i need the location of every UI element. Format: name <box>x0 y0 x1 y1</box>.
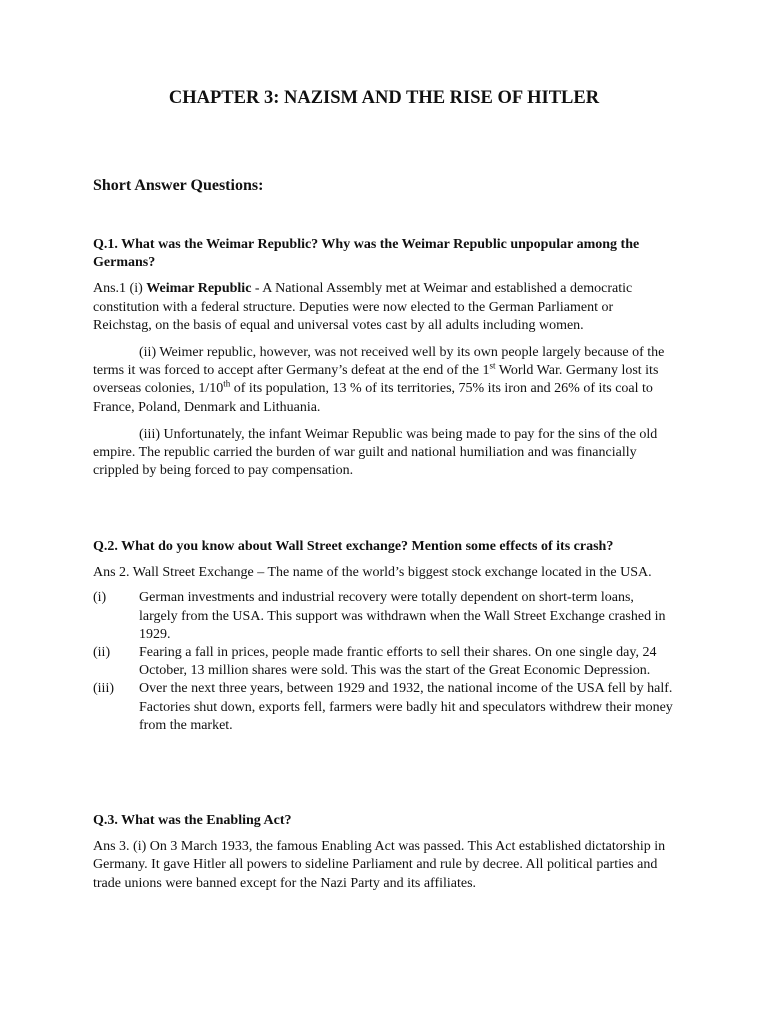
list-item-number: (ii) <box>93 645 111 661</box>
answer-1-para-2 <box>93 344 675 417</box>
superscript-st: st <box>489 360 496 371</box>
question-1-block <box>93 236 675 480</box>
section-heading: Short Answer Questions: <box>93 177 264 194</box>
list-item <box>93 644 675 680</box>
answer-2-list <box>93 589 675 735</box>
answer-1-para-2-text-a: (ii) Weimer republic, however, was not received well by its own people largely because of the terms it was forced to accept after Germany’s defeat at the end of the 1 <box>93 345 665 379</box>
question-3: Q.3. What was the Enabling Act? <box>93 813 292 828</box>
question-2-block <box>93 538 675 735</box>
answer-2: Ans 2. Wall Street Exchange – The name of the world’s biggest stock exchange located in the USA. <box>93 565 652 581</box>
answer-1-para-3: (iii) Unfortunately, the infant Weimar Republic was being made to pay for the sins of the old empire. The republic carried the burden of war guilt and national humiliation and was financially crippled by being forced to pay compensation. <box>93 426 658 479</box>
question-3-block <box>93 812 675 893</box>
answer-1-prefix: Ans.1 (i) <box>93 281 147 297</box>
question-1: Q.1. What was the Weimar Republic? Why was the Weimar Republic unpopular among the Germans? <box>93 237 640 271</box>
answer-1-para-1 <box>93 280 675 335</box>
answer-1-para-2-text-c: of its population, 13 % of its territories, 75% its iron and 26% of its coal to France, Poland, Denmark and Lithuania. <box>93 381 653 415</box>
list-item-text: Fearing a fall in prices, people made frantic efforts to sell their shares. On one single day, 24 October, 13 million shares were sold. This was the start of the Great Economic Depression. <box>139 645 657 679</box>
answer-1-text: - A National Assembly met at Weimar and established a democratic constitution with a federal structure. Deputies were now elected to the German Parliament or Reichstag, on the basis of equal and universal votes cast by all adults including women. <box>93 281 633 333</box>
list-item-text: German investments and industrial recovery were totally dependent on short-term loans, largely from the USA. This support was withdrawn when the Wall Street Exchange crashed in 1929. <box>139 590 666 642</box>
answer-1-para-2-text-b: World War. Germany lost its overseas colonies, 1/10 <box>93 363 659 397</box>
list-item-text: Over the next three years, between 1929 and 1932, the national income of the USA fell by half. Factories shut down, exports fell, farmers were badly hit and speculators withdrew their money from the market. <box>139 681 673 733</box>
list-item <box>93 589 675 644</box>
chapter-title: CHAPTER 3: NAZISM AND THE RISE OF HITLER <box>168 88 600 108</box>
superscript-th: th <box>223 378 231 389</box>
list-item <box>93 680 675 735</box>
list-item-number: (i) <box>93 590 107 606</box>
answer-3: Ans 3. (i) On 3 March 1933, the famous Enabling Act was passed. This Act established dictatorship in Germany. It gave Hitler all powers to sideline Parliament and rule by decree. All political parties and trade unions were banned except for the Nazi Party and its affiliates. <box>93 839 666 891</box>
question-2: Q.2. What do you know about Wall Street exchange? Mention some effects of its crash? <box>93 539 614 554</box>
list-item-number: (iii) <box>93 681 114 697</box>
answer-1-term: Weimar Republic <box>146 281 252 297</box>
